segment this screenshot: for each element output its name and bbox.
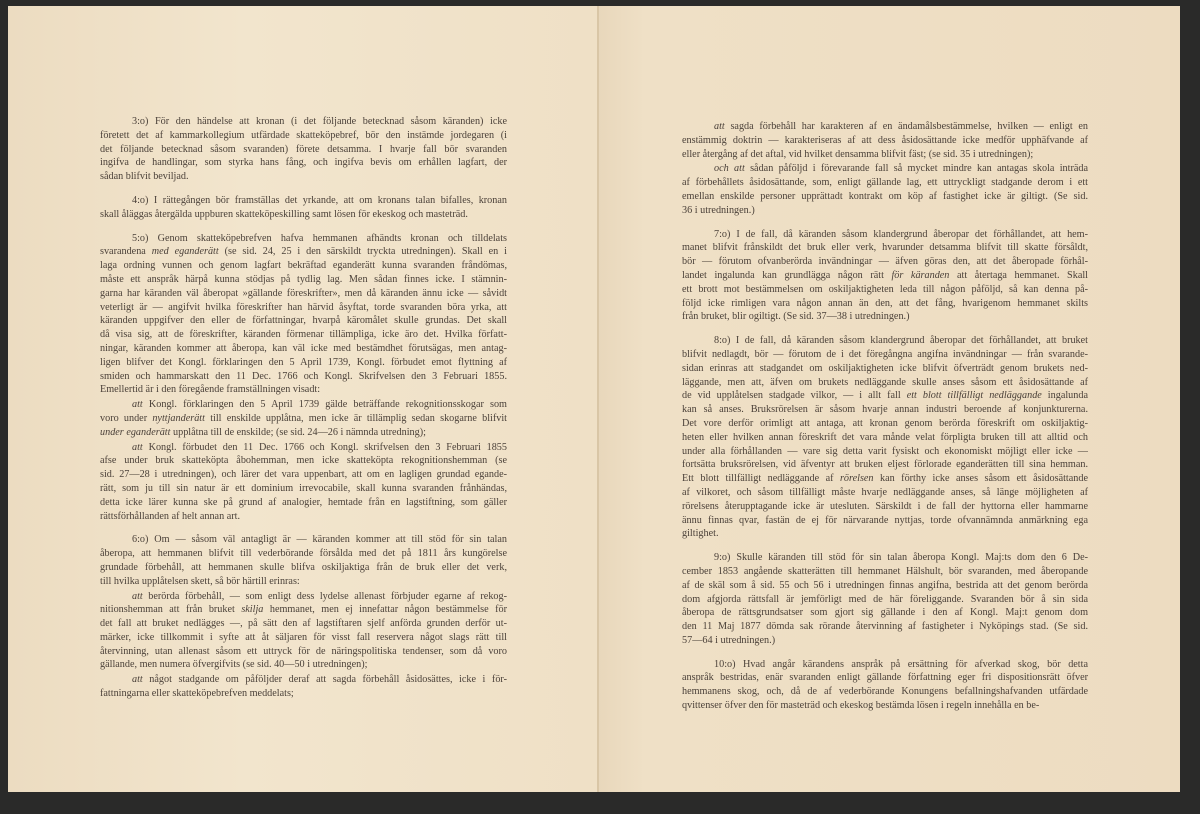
numbered-paragraph (682, 228, 1088, 325)
text-line: sid. 27—28 i utredningen), och lärer det vara uppenbart, att om en lagligen grundad egande- (100, 469, 507, 481)
text-line: 36 i utredningen.) (682, 204, 755, 216)
text-line: 9:o) Skulle käranden till stöd för sin talan åberopa Kongl. Maj:ts dom den 6 De- (714, 552, 1088, 564)
text-line: dom afgjorda rättsfall är jemförligt med de här föreliggande. Svaranden bör å sin sida (682, 593, 1088, 605)
text-segment: upplåtna till de enskilde; (se sid. 24—26 i nämnda utredning); (170, 426, 426, 438)
text-segment: Kongl. förklaringen den 5 April 1739 gälde beträffande rekognitionsskogar som (142, 399, 507, 411)
text-line: 5:o) Genom skatteköpebrefven hafva hemmanen afhändts kronan och tilldelats (132, 232, 507, 244)
italic-emphasis: att (132, 441, 143, 453)
text-segment: voro under (100, 412, 153, 424)
text-line: återvinning, utan allenast såsom ett uttryck för de näringspolitiska tendenser, som då voro (100, 645, 507, 657)
italic-emphasis: att (132, 399, 143, 411)
text-line: märker, icke tillkommit i syfte att åt säljaren för visst fall reservera något slags rätt till (100, 631, 507, 643)
text-segment: sagda förbehåll har karakteren af en ändamålsbestämmelse, hvilken — enligt en (724, 121, 1088, 132)
text-line: Emellertid är i den föregående framställningen visadt: (100, 384, 321, 396)
numbered-paragraph (100, 533, 507, 588)
text-line: rättsförhållanden af helt annan art. (100, 510, 241, 522)
text-line (100, 245, 507, 259)
text-line: afse under bruk skatteköpta åbohemman, men icke skatteköpta rekognitionshemman (se (100, 455, 507, 467)
text-line: smiden och hammarskatt den 11 Dec. 1766 och Kongl. Skrifvelsen den 3 Februari 1855. (100, 370, 507, 382)
text-segment: sådan påföljd i förevarande fall så mycket mindre kan antagas skola inträda (744, 163, 1088, 175)
text-line (100, 603, 507, 617)
text-line: grundade förbehåll, att hemmanen skulle blifva oskiljaktiga från de bruk eller det verk, (100, 561, 507, 573)
text-line: 10:o) Hvad angår kärandens anspråk på ersättning för afverkad skog, bör detta (714, 658, 1088, 670)
text-line: rätt, som ju till sin natur är ett dominium irrevocabile, skall kunna svaranden frånhändas, (100, 482, 507, 494)
text-line: hemmanens skog, och, då de af vederbörande Konungens befallningshafvanden utfärdade (682, 686, 1088, 698)
text-segment: något stadgande om påföljder deraf att sagda förbehåll åsidosättes, icke i för- (142, 674, 507, 686)
text-line: ingifva de handlingar, som styrka hans fång, och ingifva bevis om erhållen lagfart, der (100, 157, 507, 169)
text-segment: kan förthy icke anses såsom ett åsidosättande (873, 473, 1088, 485)
text-line (100, 412, 507, 426)
text-segment: ingalunda (1041, 390, 1088, 402)
text-line: kan så anses. Bruksrörelsen är såsom hvarje annan industri beroende af konjunkturerna. (682, 404, 1088, 416)
text-line: fortsätta bruksrörelsen, vid äfventyr att bruken eljest förlorade eganderätten till sina hemman. (682, 459, 1088, 471)
sub-paragraph (100, 673, 507, 701)
sub-paragraph (100, 441, 507, 524)
text-line: heten eller hvilken annan föreskrift det vara månde velat förpligta bruken till att alltid och (682, 431, 1088, 443)
numbered-paragraph (682, 658, 1088, 713)
text-line: laga ordning vunnen och genom lagfart bekräftad eganderätt kunna svaranden fråndömas, (100, 260, 507, 272)
left-page-text (100, 115, 507, 701)
sub-paragraph (682, 162, 1088, 217)
text-line: veterligt är — angifvit hvilka föreskrifter han härvid åsyftat, torde svaranden böra yrka, att (100, 301, 507, 313)
text-line: skall åläggas återgälda uppburen skatteköpeskilling samt lösen för ekeskog och masteträd. (100, 208, 468, 220)
text-line: af de skäl som å sid. 55 och 56 i utredningen finnas angifna, bestrida att det genom berörda (682, 579, 1088, 591)
numbered-paragraph (100, 194, 507, 222)
italic-emphasis: nyttjanderätt (152, 412, 205, 424)
text-line: måste ett anspråk härpå kunna stödjas på tydlig lag. Men sådan finnes icke. I stämnin- (100, 273, 507, 285)
page-fold (597, 6, 599, 792)
text-segment: landet ingalunda kan grundlägga någon rätt (682, 269, 892, 281)
text-line: bör — förutom ofvanberörda invändningar — äfven göras den, att det åberopade förhål- (682, 256, 1088, 268)
text-line: läggande, men att, äfven om brukets nedläggande skulle anses såsom ett åsidosättande af (682, 376, 1088, 388)
text-line: af vilkoret, och såsom tillfälligt måste hvarje nedläggande anses, så länge möjligheten af (682, 486, 1088, 498)
text-line: följd icke rimligen vara någon annan än den, att det fång, hvarigenom hemmanet skilts (682, 297, 1088, 309)
text-line: ningar, käranden kommer att åberopa, kan väl icke med bestämdhet förutsägas, men antag- (100, 342, 507, 354)
text-line (100, 590, 507, 604)
text-segment: de vid upplåtelsen stadgade vilkor, — i allt fall (682, 390, 907, 402)
text-segment: nitionshemman att från bruket (100, 604, 242, 616)
sub-paragraph (100, 398, 507, 439)
numbered-paragraph (100, 115, 507, 184)
italic-emphasis: med eganderätt (151, 246, 219, 258)
text-line: från bruket, blir ogiltigt. (Se sid. 37—38 i utredningen.) (682, 311, 910, 323)
text-line: käranden uppgifver den eller de författningar, hvarpå käromålet skulle grundas. Det skall (100, 315, 507, 327)
text-line (682, 269, 1088, 283)
text-line: eller återgång af det aftal, vid hvilket densamma blifvit fäst; (se sid. 35 i utredningen); (682, 148, 1034, 160)
text-line: detta icke lärer kunna ske på grund af analogier, hemtade från en lagstiftning, som gäller (100, 496, 507, 508)
text-line: ännu finnas qvar, fastän de ej för närvarande nyttjas, torde ofvannämnda anmärkning ega (682, 514, 1088, 526)
text-line: manet blifvit frånskildt det bruk eller verk, hvarunder detsamma blifvit till skatte försåldt, (682, 242, 1088, 254)
numbered-paragraph (682, 334, 1088, 541)
text-line: då visa sig, att de föreskrifter, käranden förmenar tillämpliga, icke äro det. Hvilka författ- (100, 329, 507, 341)
italic-emphasis: under eganderätt (100, 426, 171, 438)
text-segment: hemmanet, men ej innefattar någon bestämmelse för (263, 604, 507, 616)
text-segment: svarandena (100, 246, 152, 258)
text-segment: Kongl. förbudet den 11 Dec. 1766 och Kongl. skrifvelsen den 3 Februari 1855 (142, 441, 507, 453)
text-segment: (se sid. 24, 25 i den särskildt tryckta utredningen). Skall en i (218, 246, 507, 258)
text-line: anspråk bestridas, enär svaranden enligt gällande författning eger fri dispositionsrätt öfver (682, 672, 1088, 684)
text-line: 6:o) Om — såsom väl antagligt är — käranden kommer att till stöd för sin talan (132, 534, 507, 546)
italic-emphasis: och att (714, 163, 745, 175)
text-line: 57—64 i utredningen.) (682, 634, 776, 646)
text-line: 8:o) I de fall, då käranden såsom klandergrund åberopar det förhållandet, att bruket (714, 335, 1088, 347)
text-line (100, 426, 507, 440)
text-line: företett det af kammarkollegium utfärdade skatteköpebref, bör den instämde jordegaren (i (100, 129, 507, 141)
numbered-paragraph (100, 232, 507, 398)
text-line: 4:o) I rättegången bör framställas det yrkande, att om kronans talan bifalles, kronan (132, 194, 507, 206)
italic-emphasis: att (132, 674, 143, 686)
italic-emphasis: skilja (241, 604, 264, 616)
right-page-text (682, 120, 1088, 713)
text-line: 7:o) I de fall, då käranden såsom klandergrund åberopar det förhållandet, att hem- (714, 228, 1088, 240)
text-segment: Ett blott tillfälligt nedläggande af (682, 473, 840, 485)
text-line: sidan erinras att stadgandet om oskiljaktigheten icke blifvit öfverträdt genom brukets ned- (682, 362, 1088, 374)
text-segment: till enskilde upplåtna, men icke är tillämplig sedan skogarne blifvit (204, 412, 508, 424)
text-line: gällande, men numera öfvergifvits (se sid. 40—50 i utredningen); (100, 659, 368, 671)
text-line: giltighet. (682, 528, 719, 540)
text-line: åberopa, att hemmanen blifvit till vederbörande försålda med det på 1811 års kungörelse (100, 548, 507, 560)
text-line: till hvilka upplåtelsen skett, så bör härtill erinras: (100, 575, 300, 587)
text-line (100, 398, 507, 412)
text-line: den 11 Maj 1877 dömda sak rörande återvinning af fastigheter i Nyköpings stad. (Se sid. (682, 621, 1088, 633)
text-line (682, 120, 1088, 134)
italic-emphasis: ett blott tillfälligt nedläggande (906, 390, 1042, 402)
text-line: det följande betecknad såsom svaranden) förete detsamma. I hvarje fall bör svaranden (100, 143, 507, 155)
text-line: emellan enskilde personer upprättadt kontrakt om köp af fastighet icke är giltigt. (Se sid. (682, 190, 1088, 202)
text-line: ligen blifver det Kongl. förklaringen den 5 April 1739, Kongl. förbudet emot flyttning af (100, 356, 507, 368)
numbered-paragraph (682, 551, 1088, 648)
text-line: sådan blifvit beviljad. (100, 171, 189, 183)
italic-emphasis: att (714, 121, 725, 132)
text-line (682, 389, 1088, 403)
text-line: ett brott mot bestämmelsen om oskiljaktigheten leda till någon påföljd, så kan denna på- (682, 283, 1088, 295)
text-line: åberopa de rättsgrundsatser som gjort sig gällande i den af Kongl. Maj:t genom dom (682, 607, 1088, 619)
text-line (682, 162, 1088, 176)
text-line: enstämmig doktrin — karakteriseras af att dess åsidosättande icke medför upphäfvande af (682, 134, 1088, 146)
text-line: Det vore derför orimligt att antaga, att kronan genom berörda föreskrift om oskiljaktig- (682, 417, 1088, 429)
text-line: rörelsens återupptagande icke är utesluten. Särskildt i de fall der hyttorna eller hammarne (682, 500, 1088, 512)
sub-paragraph (682, 120, 1088, 161)
text-line: fattningarna eller skatteköpebrefven meddelats; (100, 688, 294, 700)
text-line (682, 472, 1088, 486)
sub-paragraph (100, 590, 507, 673)
text-line: af förbehållets åsidosättande, som, enligt gällande lag, ett uttryckligt stadgande derom i ett (682, 177, 1088, 189)
text-line: 3:o) För den händelse att kronan (i det följande betecknad såsom käranden) icke (132, 116, 507, 127)
text-line (100, 441, 507, 455)
text-line: qvittenser öfver den för masteträd och ekeskog bestämda lösen i regeln innehålla en be- (682, 700, 1040, 712)
text-line: under alla förhållanden — vare sig detta varit fysiskt och ekonomiskt möjligt eller icke — (682, 445, 1088, 457)
text-line: det fall att bruket nedlägges —, på sätt den af lagstiftaren sjelf anförda grunden derför ut- (100, 618, 507, 630)
text-segment: berörda förbehåll, — som enligt dess lydelse allenast förbjuder egarne af rekog- (142, 590, 507, 602)
italic-emphasis: för käranden (891, 269, 950, 281)
italic-emphasis: rörelsen (839, 473, 874, 485)
italic-emphasis: att (132, 590, 143, 602)
text-line: garna har käranden väl åberopat »gällande föreskrifter», men då käranden ännu icke — såvidt (100, 287, 507, 299)
text-segment: att återtaga hemmanet. Skall (949, 269, 1088, 281)
text-line (100, 673, 507, 687)
text-line: cember 1853 angående skatterätten till hemmanet Hälshult, bör svaranden, med åberopande (682, 565, 1088, 577)
text-line: blifvit nedlagdt, bör — förutom de i det föregångna angifna invändningar — från svarande- (682, 348, 1088, 360)
